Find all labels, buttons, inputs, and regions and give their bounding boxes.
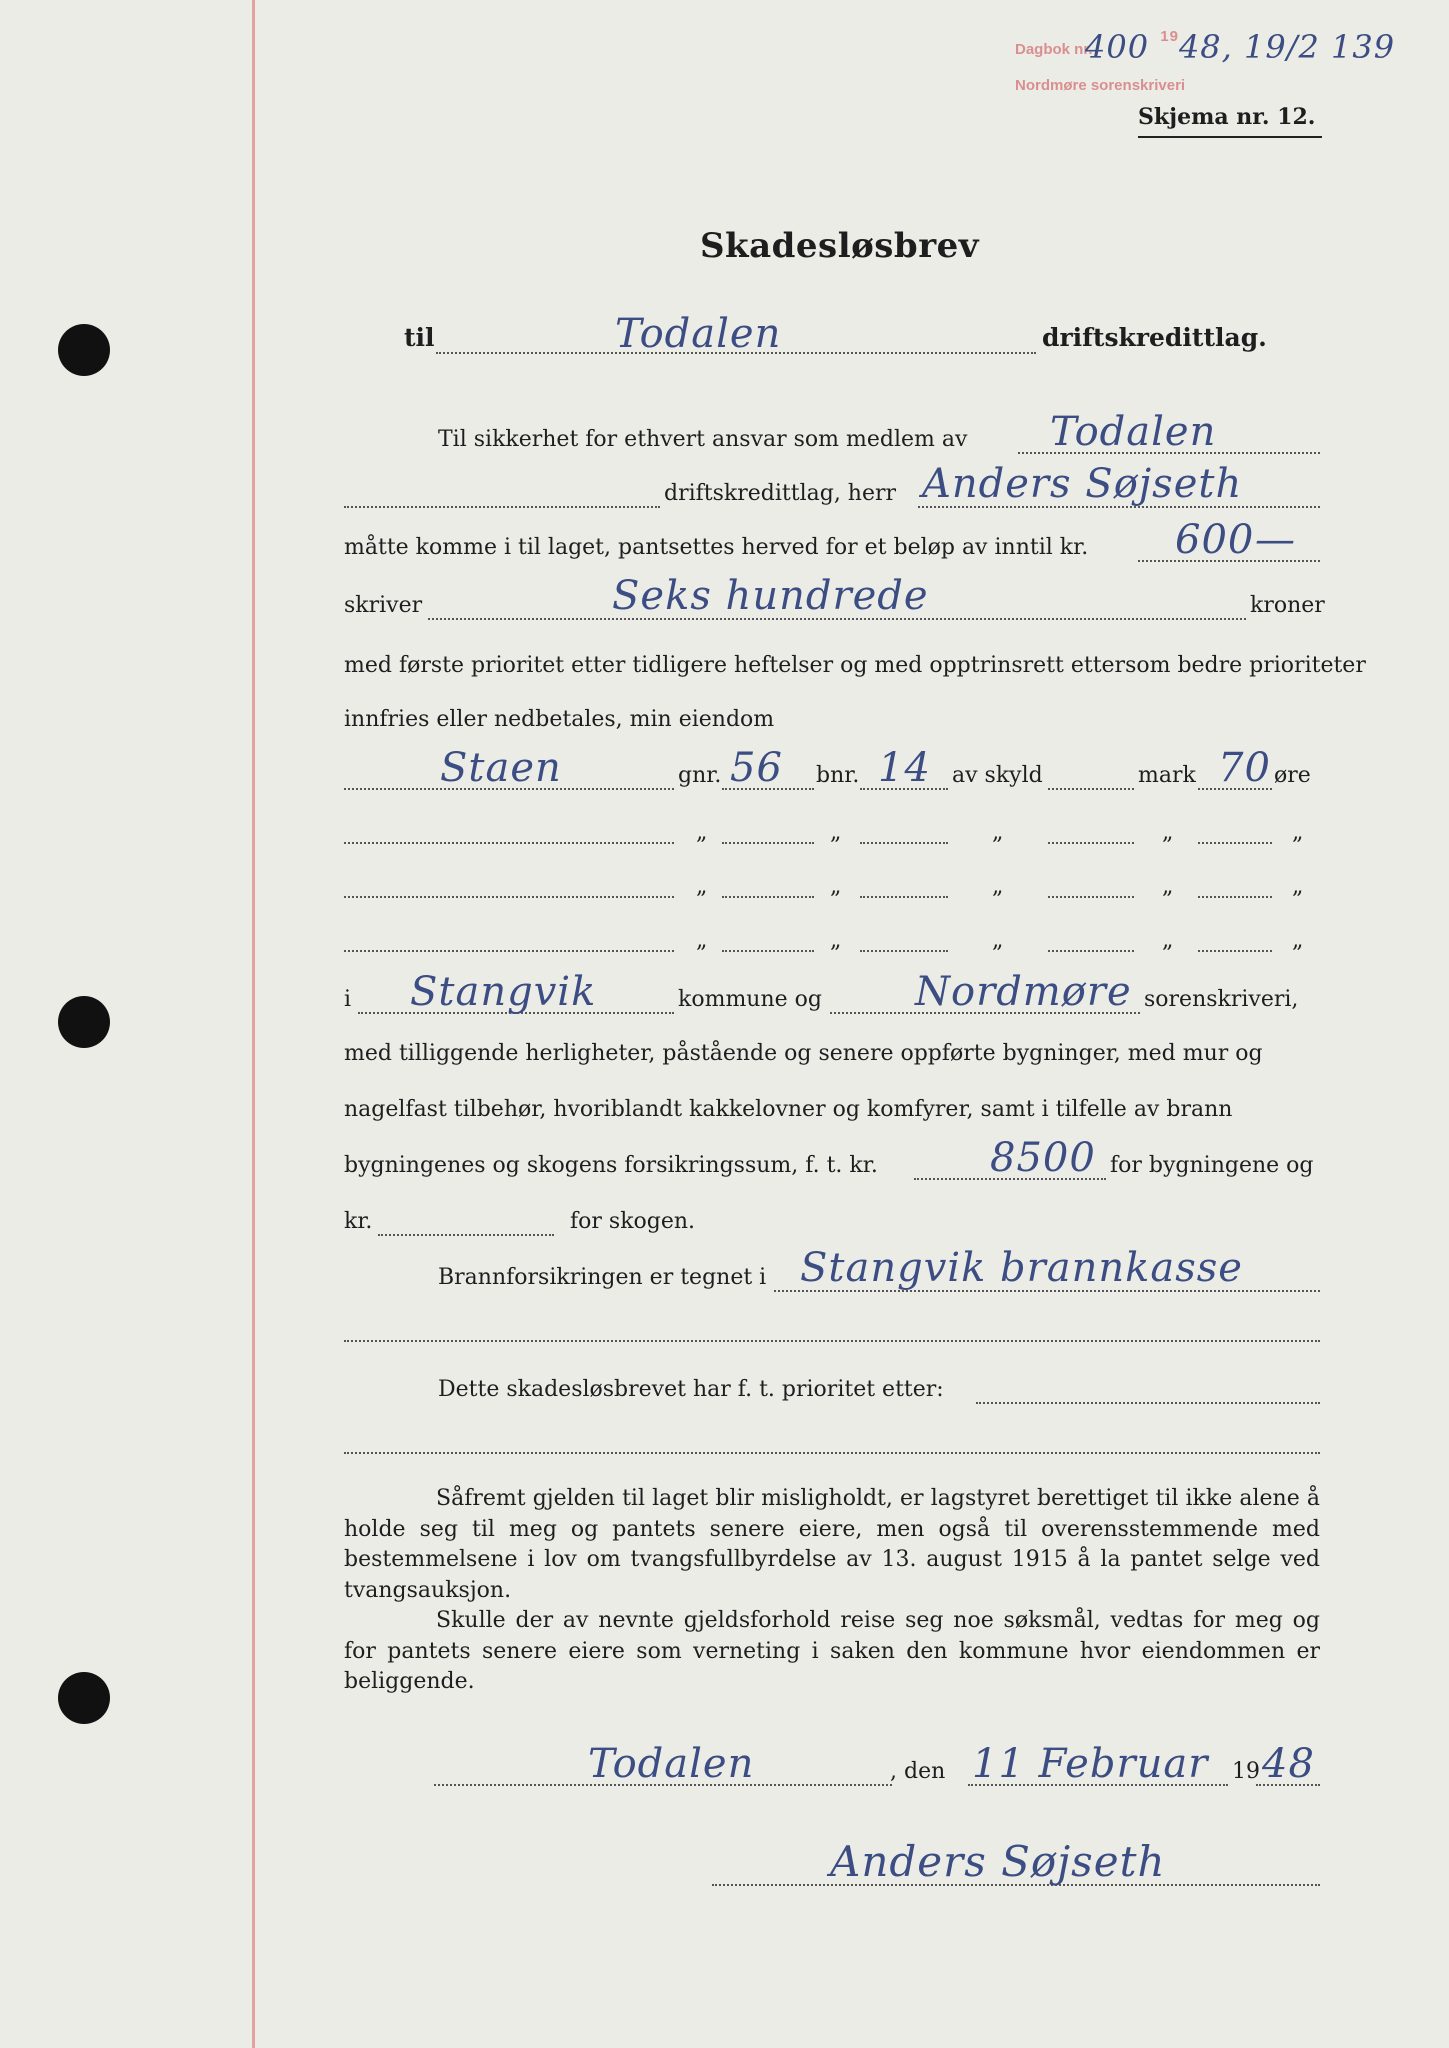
amount-dash: — bbox=[1255, 517, 1296, 563]
stamp-dagbok-label: Dagbok nr. bbox=[1015, 41, 1093, 58]
sorenskriveri-label: sorenskriveri, bbox=[1144, 987, 1299, 1012]
fixtures-line4-suffix: for skogen. bbox=[570, 1209, 696, 1234]
stamp-date: 19/2 bbox=[1244, 28, 1320, 66]
dotted-line bbox=[378, 1234, 554, 1236]
addressee-prefix: til bbox=[404, 323, 435, 352]
terms-paragraph-1 bbox=[344, 1484, 1320, 1606]
stamp-office-label: Nordmøre sorenskriveri bbox=[1015, 77, 1186, 94]
kommune-label: kommune og bbox=[678, 987, 822, 1012]
sorenskriveri-value: Nordmøre bbox=[915, 969, 1132, 1015]
ore-label: øre bbox=[1274, 763, 1311, 788]
terms-para2-text: Skulle der av nevnte gjeldsforhold reise seg noe søksmål, vedtas for meg og for pantets senere eiere som verneting i saken den kommune hvor eiendommen er beliggende. bbox=[344, 1608, 1320, 1694]
signature-year-printed: 19 bbox=[1232, 1759, 1260, 1784]
fixtures-line2: nagelfast tilbehør, hvoriblandt kakkelovner og komfyrer, samt i tilfelle av brann bbox=[344, 1097, 1233, 1122]
punch-hole bbox=[58, 324, 110, 376]
bnr-value: 14 bbox=[878, 745, 931, 791]
body-line5: med første prioritet etter tidligere heftelser og med opptrinsrett ettersom bedre prioriteter bbox=[344, 653, 1366, 678]
body-line3: måtte komme i til laget, pantsettes herved for et beløp av inntil kr. bbox=[344, 535, 1089, 560]
terms-para1-text: Såfremt gjelden til laget blir misligholdt, er lagstyret berettiget til ikke alene å holde seg til meg og pantets senere eiere, men også til overensstemmende med bestemmelsene i lov om tvangsfullbyrdelse av 13. august 1915 å la pantet selge ved tvangsauksjon. bbox=[344, 1486, 1320, 1603]
fixtures-line3-prefix: bygningenes og skogens forsikringssum, f. t. kr. bbox=[344, 1153, 878, 1178]
stamp-year-written: 48 bbox=[1178, 28, 1222, 66]
punch-hole bbox=[58, 996, 110, 1048]
property-name: Staen bbox=[440, 745, 562, 791]
member-of: Todalen bbox=[1050, 409, 1217, 455]
stamp-handwriting: 400 $^{19}$48, 19/2 139 bbox=[1085, 28, 1396, 66]
signature-den-label: , den bbox=[890, 1759, 946, 1784]
dotted-line bbox=[976, 1402, 1320, 1404]
gnr-label: gnr. bbox=[678, 763, 722, 788]
fixtures-line3-suffix: for bygningene og bbox=[1110, 1153, 1314, 1178]
form-id-underline bbox=[1138, 136, 1322, 138]
dotted-line bbox=[344, 506, 660, 508]
body-line2: driftskredittlag, herr bbox=[664, 481, 897, 506]
bnr-label: bnr. bbox=[816, 763, 860, 788]
fixtures-line1: med tilliggende herligheter, påstående og senere oppførte bygninger, med mur og bbox=[344, 1041, 1263, 1066]
signature-date: 11 Februar bbox=[972, 1741, 1209, 1787]
signature-name: Anders Søjseth bbox=[830, 1837, 1166, 1886]
body-line6: innfries eller nedbetales, min eiendom bbox=[344, 707, 775, 732]
dotted-line bbox=[1048, 788, 1134, 790]
amount: 600 bbox=[1175, 517, 1255, 563]
punch-hole bbox=[58, 1672, 110, 1724]
building-sum: 8500 bbox=[990, 1135, 1096, 1181]
fixtures-line4-prefix: kr. bbox=[344, 1209, 373, 1234]
gnr-value: 56 bbox=[730, 745, 783, 791]
member-name: Anders Søjseth bbox=[922, 461, 1243, 507]
location-i-label: i bbox=[344, 987, 352, 1012]
stamp-dagbok-number: 400 bbox=[1085, 28, 1150, 66]
ore-value: 70 bbox=[1218, 745, 1271, 791]
stamp-page-number: 139 bbox=[1331, 28, 1396, 66]
stamp-year-printed: 19 bbox=[1160, 28, 1179, 45]
margin-line bbox=[252, 0, 255, 2048]
body-line4-prefix: skriver bbox=[344, 593, 423, 618]
dotted-line bbox=[344, 1340, 1320, 1342]
insurance-label: Brannforsikringen er tegnet i bbox=[438, 1265, 767, 1290]
signature-place: Todalen bbox=[588, 1741, 755, 1787]
amount-words: Seks hundrede bbox=[612, 573, 929, 619]
signature-year-written: 48 bbox=[1262, 1741, 1315, 1787]
dotted-line bbox=[344, 1452, 1320, 1454]
body-line4-suffix: kroner bbox=[1250, 593, 1325, 618]
skyld-label: av skyld bbox=[952, 763, 1043, 788]
priority-label: Dette skadesløsbrevet har f. t. prioritet etter: bbox=[438, 1377, 944, 1402]
terms-paragraph-2 bbox=[344, 1606, 1320, 1698]
addressee-name: Todalen bbox=[615, 311, 782, 357]
insurance-company: Stangvik brannkasse bbox=[800, 1245, 1243, 1291]
form-id: Skjema nr. 12. bbox=[1138, 104, 1316, 130]
document-page: Dagbok nr. Nordmøre sorenskriveri 400 $^{19}$48, 19/2 139 Skjema nr. 12. Skadesløsbrev til Todalen driftskredittlag. Til sikkerhet for ethvert ansvar som medlem av Todalen driftskredittlag, herr Anders Søjseth måtte komme i til laget, pantsettes herved for et beløp av inntil kr. 600 — skriver Seks hundrede kroner med første prioritet etter tidligere heftelser og med opptrinsrett ettersom bedre prioriteter innfries eller nedbetales, min eiendom Staen gnr. 56 bnr. 14 av skyld mark 70 øre „ „ „ „ „ „ „ „ „ „ „ „ „ „ „ i Stangvik kommune og Nordmøre sorenskriveri, med tilliggende herligheter, påstående og senere oppførte bygninger, med mur og nagelfast tilbehør, hvoriblandt kakkelovner og komfyrer, samt i tilfelle av brann bygningenes og skogens forsikringssum, f. t. kr. 8500 for bygningene og kr. for skogen. Brannforsikringen er tegnet i Stangvik brannkasse Dette skadesløsbrevet har f. t. prioritet etter: Såfremt gjelden til laget blir misligholdt, er lagstyret berettiget til ikke alene å holde seg til meg og pantets senere eiere, men også til overensstemmende med bestemmelsene i lov om tvangsfullbyrdelse av 13. august 1915 å la pantet selge ved tvangsauksjon. Skulle der av nevnte gjeldsforhold reise seg noe søksmål, vedtas for meg og for pantets senere eiere som verneting i saken den kommune hvor eiendommen er beliggende. Todalen , den 11 Februar 19 48 Anders Søjseth bbox=[0, 0, 1449, 2048]
body-line1: Til sikkerhet for ethvert ansvar som medlem av bbox=[438, 427, 968, 452]
mark-label: mark bbox=[1138, 763, 1196, 788]
addressee-suffix: driftskredittlag. bbox=[1042, 323, 1267, 352]
page-title: Skadesløsbrev bbox=[700, 226, 979, 266]
kommune-value: Stangvik bbox=[410, 969, 597, 1015]
